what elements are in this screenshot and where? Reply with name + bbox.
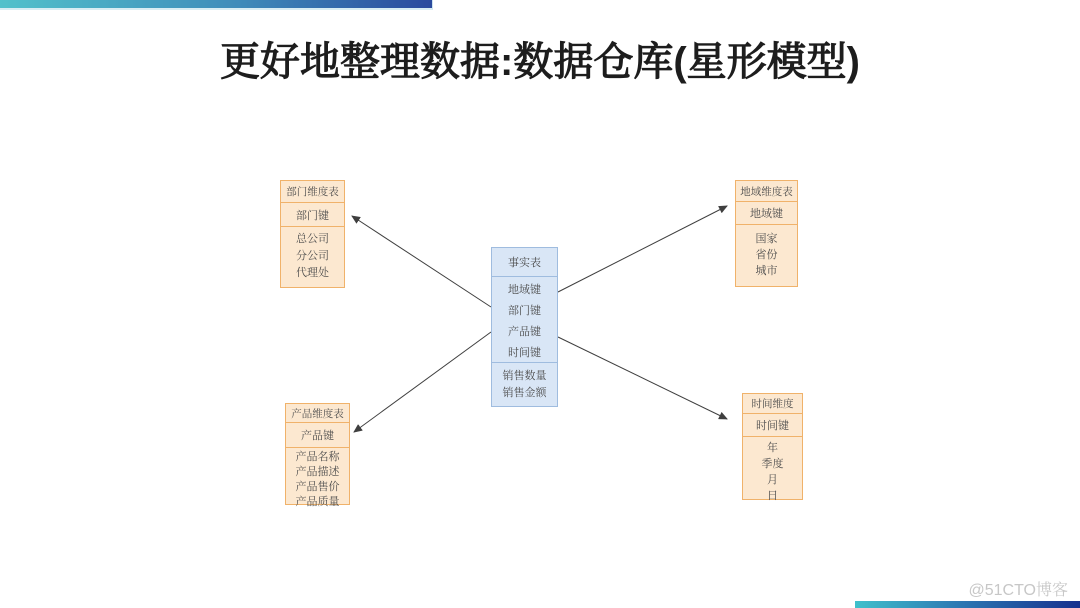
attribute: 城市 [755,265,778,277]
attribute: 省份 [755,249,778,261]
attribute: 年 [767,442,778,454]
fact-table [491,247,558,407]
dimension-department-key: 部门键 [281,203,344,227]
dimension-table-time [742,393,803,500]
dimension-table-department [280,180,345,288]
attribute: 产品名称 [295,451,340,463]
fact-key-department: 部门键 [508,305,541,317]
dimension-time-attributes [743,437,802,504]
attribute: 国家 [755,233,778,245]
attribute: 代理处 [296,267,329,279]
dimension-table-region [735,180,798,287]
dimension-department-title: 部门维度表 [281,181,344,203]
dimension-product-title: 产品维度表 [286,404,349,423]
connector-fact-to-region [558,206,727,292]
dimension-department-attributes [281,227,344,282]
dimension-product-attributes [286,448,349,510]
connector-fact-to-department [352,216,491,307]
attribute: 日 [767,490,778,502]
dimension-product-key: 产品键 [286,423,349,448]
dimension-time-key: 时间键 [743,414,802,437]
fact-table-title: 事实表 [492,248,557,277]
attribute: 季度 [761,458,784,470]
dimension-table-product [285,403,350,508]
attribute: 总公司 [296,233,329,245]
watermark: @51CTO博客 [968,582,1068,599]
fact-measure-sales-qty: 销售数量 [502,370,547,382]
fact-table-keys [492,277,557,363]
slide-title: 更好地整理数据:数据仓库(星形模型) [220,40,860,84]
connector-fact-to-time [558,337,727,419]
fact-measure-sales-amount: 销售金额 [502,387,547,399]
dimension-time-title: 时间维度 [743,394,802,414]
attribute: 产品质量 [295,496,340,508]
bottom-accent-bar [855,601,1080,608]
dimension-region-attributes [736,225,797,279]
attribute: 产品描述 [295,466,340,478]
connector-fact-to-product [354,332,491,432]
fact-key-product: 产品键 [508,326,541,338]
dimension-region-key: 地域键 [736,202,797,225]
dimension-region-title: 地域维度表 [736,181,797,202]
fact-table-measures [492,363,557,402]
attribute: 月 [767,474,778,486]
fact-key-time: 时间键 [508,347,541,359]
fact-key-region: 地域键 [508,284,541,296]
attribute: 产品售价 [295,481,340,493]
attribute: 分公司 [296,250,329,262]
